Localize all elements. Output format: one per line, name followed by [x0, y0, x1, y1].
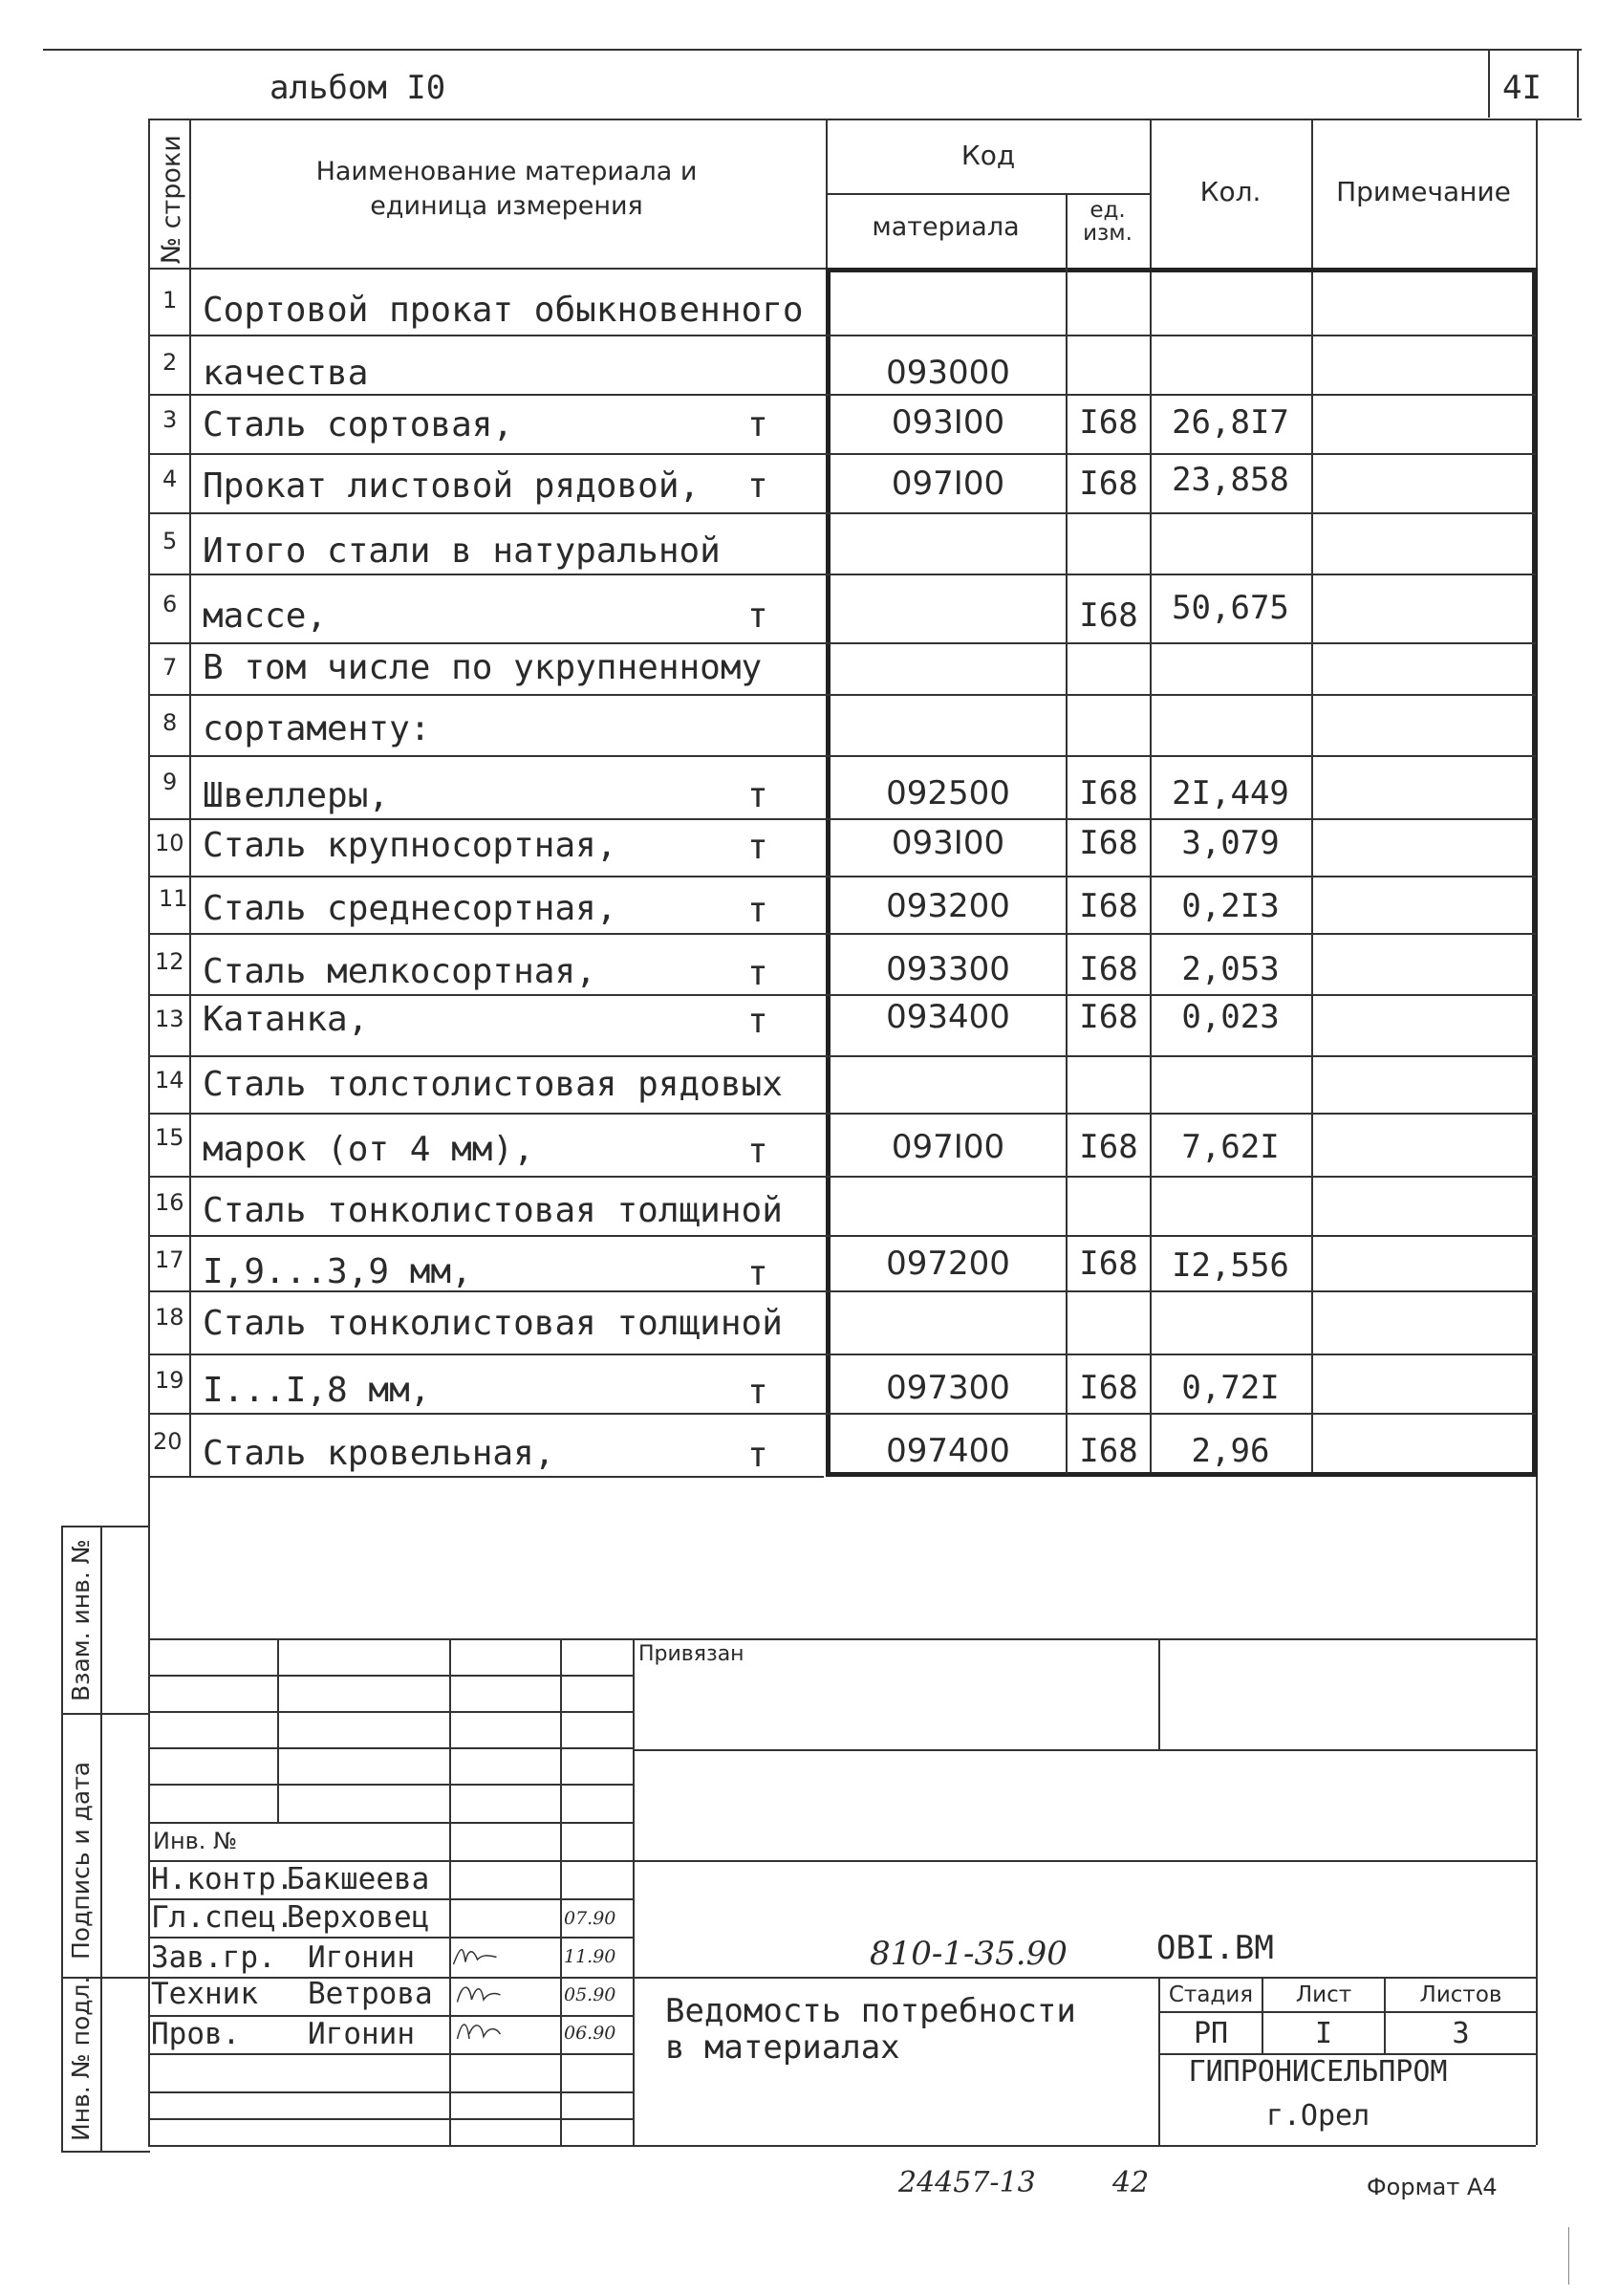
material-code: 093I00: [891, 403, 1005, 442]
material-code: 097200: [886, 1245, 1010, 1283]
titleblock-bottom-line: [148, 2145, 1536, 2147]
row-number: 14: [155, 1067, 184, 1094]
row-number: 2: [162, 349, 178, 376]
header-code: Код: [960, 140, 1016, 171]
tb-privyazan-bottom: [633, 1749, 1536, 1751]
unit-t: т: [747, 596, 768, 636]
material-name: сортаменту:: [203, 709, 431, 748]
table-bottom-line-left: [148, 1476, 824, 1478]
row-line: [148, 335, 1536, 336]
sig-row-line: [148, 1784, 633, 1786]
tb-col4: [633, 1638, 635, 2145]
unit-t: т: [747, 828, 768, 867]
material-code: 093300: [886, 950, 1010, 988]
material-name: Сталь толстолистовая рядовых: [203, 1065, 783, 1104]
uom-code: I68: [1079, 465, 1138, 503]
quantity: 3,079: [1181, 824, 1280, 862]
unit-t: т: [747, 1436, 768, 1475]
material-name: I,9...3,9 мм,: [203, 1252, 472, 1291]
tb-col2: [449, 1638, 451, 2145]
quantity: 0,023: [1181, 998, 1280, 1036]
table-top-line: [148, 119, 1582, 120]
name-vetrova: Ветрова: [308, 1977, 433, 2011]
unit-t: т: [747, 954, 768, 993]
sheets-value: 3: [1452, 2017, 1470, 2050]
material-code: 093400: [886, 998, 1010, 1036]
album-label: альбом I0: [270, 69, 446, 107]
quantity: 0,72I: [1181, 1369, 1280, 1407]
unit-t: т: [747, 1373, 768, 1412]
material-name: В том числе по укрупненному: [203, 648, 763, 687]
sig-row-line: [148, 1822, 633, 1824]
sheet-value: I: [1314, 2017, 1333, 2050]
stage-label: Стадия: [1168, 1982, 1254, 2007]
row-line: [148, 1113, 1536, 1115]
titleblock-top-line: [148, 1638, 1536, 1640]
header-qty: Кол.: [1199, 176, 1262, 207]
sig-row-line: [148, 1747, 633, 1749]
row-number: 13: [155, 1006, 184, 1032]
doc-code: OBI.BM: [1156, 1929, 1274, 1967]
code-subheader-line: [826, 193, 1151, 195]
signature-igonin: [451, 1940, 499, 1969]
row-number: 20: [153, 1428, 183, 1455]
unit-t: т: [747, 1132, 768, 1171]
material-name: массе,: [203, 596, 328, 636]
sig-row-line: [148, 1937, 633, 1939]
row-number: 8: [162, 709, 178, 736]
uom-code: I68: [1079, 1128, 1138, 1166]
material-name: Сталь среднесортная,: [203, 889, 617, 928]
signature-igonin-2: [455, 2015, 503, 2044]
date-igonin-2: 06.90: [564, 2023, 616, 2044]
name-igonin: Игонин: [308, 1940, 415, 1975]
header-note: Примечание: [1336, 176, 1511, 207]
sig-row-line: [148, 2053, 633, 2055]
col-uom-divider-header: [1066, 193, 1068, 268]
side-stamp-bottom-line: [61, 2151, 150, 2153]
data-frame-bottom: [826, 1472, 1538, 1477]
unit-t: т: [747, 1254, 768, 1293]
row-line: [148, 1055, 1536, 1057]
row-line: [148, 818, 1536, 820]
organization: ГИПРОНИСЕЛЬПРОМ: [1188, 2055, 1448, 2089]
side-stamp-left-line: [61, 1526, 63, 2153]
sig-row-line: [148, 2118, 633, 2120]
side-stamp-sep1: [61, 1713, 150, 1715]
material-code: 097I00: [891, 465, 1005, 503]
row-line: [148, 1413, 1536, 1415]
uom-code: I68: [1079, 950, 1138, 988]
row-line: [148, 1235, 1536, 1237]
row-number: 12: [155, 948, 184, 975]
material-code: 093200: [886, 887, 1010, 925]
side-stamp-mid-line: [100, 1526, 102, 2153]
signature-vetrova: [455, 1981, 503, 2009]
row-number: 17: [155, 1246, 184, 1273]
role-gl-spec: Гл.спец.: [151, 1900, 294, 1935]
row-line: [148, 394, 1536, 396]
material-name: Прокат листовой рядовой,: [203, 466, 701, 506]
row-line: [148, 876, 1536, 877]
sig-row-line: [148, 2091, 633, 2093]
material-name: Сталь тонколистовая толщиной: [203, 1191, 783, 1230]
material-code: 092500: [886, 774, 1010, 812]
uom-code: I68: [1079, 824, 1138, 862]
unit-t: т: [747, 405, 768, 444]
col-qty-divider: [1311, 119, 1313, 1476]
row-number: 18: [155, 1304, 184, 1331]
tb-col3: [560, 1638, 562, 2145]
quantity: 26,8I7: [1172, 403, 1289, 442]
material-name: I...I,8 мм,: [203, 1371, 431, 1410]
quantity: I2,556: [1172, 1246, 1289, 1285]
row-number: 10: [155, 830, 184, 856]
quantity: 2,053: [1181, 950, 1280, 988]
side-label-vzam: Взам. инв. №: [67, 1539, 95, 1701]
material-name: Сталь кровельная,: [203, 1434, 555, 1473]
col-uom-divider: [1066, 268, 1068, 1474]
row-line: [148, 755, 1536, 757]
material-name: Сталь крупносортная,: [203, 826, 617, 865]
side-label-inv-podl: Инв. № подл.: [67, 1976, 95, 2141]
date-verkhovets: 07.90: [564, 1908, 616, 1929]
row-number: 15: [155, 1124, 184, 1151]
role-n-kontr: Н.контр.: [151, 1862, 294, 1896]
doc-title-line2: в материалах: [665, 2028, 900, 2067]
row-line: [148, 933, 1536, 935]
row-line: [148, 694, 1536, 696]
frame-left-line: [148, 119, 150, 2145]
row-number: 4: [162, 466, 178, 492]
scan-edge-mark: [1568, 2227, 1569, 2285]
top-border-line: [43, 49, 1582, 51]
tb-designation-top: [633, 1860, 1536, 1862]
row-number: 1: [162, 287, 178, 314]
tb-title-top: [633, 1977, 1536, 1979]
footer-page: 42: [1112, 2166, 1150, 2199]
header-code-material: материала: [872, 212, 1020, 242]
uom-code: I68: [1079, 596, 1138, 635]
data-frame-top: [826, 268, 1538, 272]
material-code: 093000: [886, 354, 1010, 392]
quantity: 2I,449: [1172, 774, 1289, 812]
inv-no-label: Инв. №: [153, 1828, 238, 1854]
row-number: 7: [162, 654, 178, 681]
sig-row-line: [148, 1675, 633, 1677]
quantity: 23,858: [1172, 461, 1289, 499]
uom-code: I68: [1079, 887, 1138, 925]
sheets-label: Листов: [1419, 1982, 1502, 2007]
sheet-label: Лист: [1295, 1982, 1352, 2007]
row-line: [148, 642, 1536, 644]
quantity: 7,62I: [1181, 1128, 1280, 1166]
quantity: 0,2I3: [1181, 887, 1280, 925]
material-name: марок (от 4 мм),: [203, 1130, 534, 1169]
row-number: 9: [162, 769, 178, 795]
row-line: [148, 1354, 1536, 1355]
material-code: 093I00: [891, 824, 1005, 862]
row-number: 6: [162, 591, 178, 617]
side-label-podpis: Подпись и дата: [67, 1761, 95, 1960]
archive-number: 24457-13: [898, 2166, 1036, 2199]
unit-t: т: [747, 1002, 768, 1041]
data-frame-left: [826, 268, 831, 1476]
material-code: 097400: [886, 1432, 1010, 1470]
city: г.Орел: [1265, 2099, 1370, 2133]
header-code-unit: ед. изм.: [1083, 198, 1133, 246]
role-tekhnik: Техник: [151, 1977, 258, 2011]
row-number: 3: [162, 406, 178, 433]
page-number-divider: [1488, 49, 1490, 118]
tb-privyazan-right: [1158, 1638, 1160, 1749]
material-name: Сталь сортовая,: [203, 405, 514, 444]
format-label: Формат А4: [1367, 2174, 1498, 2200]
name-igonin-2: Игонин: [308, 2017, 415, 2051]
designation: 810-1-35.90: [870, 1935, 1068, 1973]
data-frame-right: [1532, 268, 1538, 1476]
sig-row-line: [148, 1711, 633, 1713]
date-vetrova: 05.90: [564, 1984, 616, 2005]
uom-code: I68: [1079, 1432, 1138, 1470]
uom-code: I68: [1079, 1245, 1138, 1283]
privyazan-label: Привязан: [638, 1642, 744, 1666]
row-line: [148, 1176, 1536, 1178]
header-row-number: № строки: [157, 135, 186, 264]
tb-stage-label-bottom: [1158, 2011, 1536, 2013]
name-baksheeva: Бакшеева: [287, 1862, 430, 1896]
row-number: 5: [162, 528, 178, 554]
row-line: [148, 994, 1536, 996]
unit-t: т: [747, 776, 768, 815]
row-number: 19: [155, 1367, 184, 1394]
unit-t: т: [747, 466, 768, 506]
uom-code: I68: [1079, 774, 1138, 812]
tb-col1: [277, 1638, 279, 1822]
page-number: 4I: [1502, 69, 1542, 107]
quantity: 2,96: [1191, 1432, 1270, 1470]
uom-code: I68: [1079, 1369, 1138, 1407]
material-name: качества: [203, 354, 369, 393]
row-number: 11: [159, 885, 188, 912]
side-stamp-top-line: [61, 1526, 150, 1527]
row-line: [148, 574, 1536, 575]
material-name: Сортовой прокат обыкновенного: [203, 291, 804, 330]
name-verkhovets: Верховец: [287, 1900, 430, 1935]
row-line: [148, 453, 1536, 455]
unit-t: т: [747, 891, 768, 930]
page-number-right-edge: [1577, 49, 1579, 118]
material-name: Сталь тонколистовая толщиной: [203, 1304, 783, 1343]
stage-value: РП: [1193, 2017, 1229, 2050]
doc-title-line1: Ведомость потребности: [665, 1992, 1076, 2030]
header-name: Наименование материала и единица измерения: [315, 157, 698, 221]
col-rownum-divider: [189, 119, 191, 1476]
material-code: 097300: [886, 1369, 1010, 1407]
role-prov: Пров.: [151, 2017, 241, 2051]
row-number: 16: [155, 1189, 184, 1216]
uom-code: I68: [1079, 998, 1138, 1036]
material-code: 097I00: [891, 1128, 1005, 1166]
material-name: Катанка,: [203, 1000, 369, 1039]
uom-code: I68: [1079, 403, 1138, 442]
row-line: [148, 512, 1536, 514]
material-name: Итого стали в натуральной: [203, 531, 721, 571]
material-name: Сталь мелкосортная,: [203, 952, 596, 991]
role-zav-gr: Зав.гр.: [151, 1940, 276, 1975]
quantity: 50,675: [1172, 589, 1289, 627]
material-name: Швеллеры,: [203, 776, 390, 815]
date-igonin: 11.90: [564, 1946, 616, 1967]
